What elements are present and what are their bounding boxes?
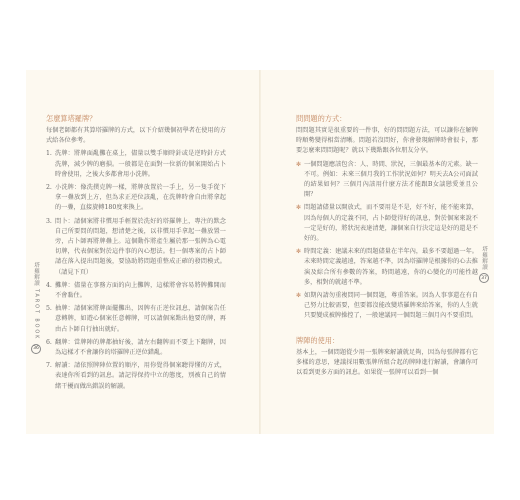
left-side-title: 塔羅解讀 <box>33 262 39 287</box>
list-item: ✻ 如期內請勿重複問同一個問題，尊重答案。因為人事事還在有自己努力比較需要，但要都沒能改變塔羅牌來給答案，你的人生就只要變成被牌操控了，一般建議同一個問題三個月內不要重問。 <box>296 292 478 320</box>
left-page-side-label <box>30 262 42 354</box>
steps-list <box>46 149 226 391</box>
left-page-number: 36 <box>31 344 41 354</box>
right-page-intro: 問問題其實是很重要的一件事，好的問問題方法，可以讓你在解牌時順勢變得相當清晰。問題若沒問好，你會發現解牌時會很卡，那要怎麼來問問題呢？就以下幾點跟各位朋友分享。 <box>296 127 478 155</box>
book-spread <box>26 70 494 434</box>
list-item: 4. 攤牌：儘量在事務方面的向上攤牌，這樣將會容易將牌攤開而不會黏住。 <box>46 281 226 300</box>
list-item: 7. 解讀：請依照牌陣位置的順序，用你覺得個案聽得懂的方式，表達你所看到的訊息。請記得保持中立的態度，別被自己的情緒干擾而做出錯誤的解讀。 <box>46 362 226 390</box>
bullet-icon: ✻ <box>296 248 302 256</box>
left-page-content <box>46 114 226 395</box>
right-page-heading: 問問題的方式： <box>296 114 347 123</box>
right-side-title: 塔羅解讀 <box>481 246 487 271</box>
right-page-side-label <box>478 246 490 283</box>
question-tips-list <box>296 160 478 322</box>
list-item: 6. 翻牌：當牌陣的牌都抽好後，請左右翻牌而不要上下翻牌，因為這樣才不會讓你的塔羅牌正逆位錯亂。 <box>46 338 226 357</box>
list-item: 2. 小洗牌：像洗撲克牌一樣，將牌放置於一手上，另一隻手從下拿一疊放到上方，但為求正逆位該亂，在洗牌時會自由將拿起的一疊，直接旋轉180度來換上。 <box>46 184 226 212</box>
spread-usage-heading: 牌陣的使用： <box>296 335 340 345</box>
left-side-title-en: TAROT BOOK <box>33 289 39 341</box>
list-item: 5. 抽牌：請個案將牌面擺攤出，因牌有正逆位訊息，請個案告任意轉牌，如遊心個案任意轉牌，可以請個案點出他要的牌，再由占卜師自行抽出就好。 <box>46 305 226 333</box>
bullet-icon: ✻ <box>296 160 302 168</box>
right-page-number: 37 <box>479 273 489 283</box>
list-item: 1. 洗牌：將牌面亂攤在桌上，儘量以雙手順時針或是逆時針方式洗牌，減少牌的磨損。一般都是在面對一位新的個案開始占卜時會使用，之後大多都會用小洗牌。 <box>46 150 226 178</box>
list-item: ✻ 一個問題應該包含：人、時間、狀況，三個最基本的元素。缺一不可。例如：未來三個月我的工作狀況如何？明天去A公司面試的結果如何？三個月內該用什麼方法才能跟B女談戀愛並且公開？ <box>296 160 478 199</box>
book-gutter <box>259 70 261 434</box>
bullet-icon: ✻ <box>296 292 302 300</box>
right-page-content <box>296 114 478 381</box>
left-page-intro: 每個老師都有其算塔羅牌的方式，以下介紹幾個初學者在使用的方式給各位參考。 <box>46 127 226 145</box>
right-page-outro: 基本上，一個問題從少用一張牌來解讀就足夠，因為每張牌都有它多樣的意思，建議採用數張牌所組合起的牌陣進行解讀，會讓你可以看到更多方面的訊息。如果從一張牌可以看到一個 <box>296 348 478 377</box>
list-item: ✻ 時間定義：建議未來的問題儘量在半年內，最多不要超過一年。未來時間定義越遠，答案越不準，因為塔羅牌是根據你的心去推演及綜合所有參數的答案，時間越遠，你的心變化的可能性越多，相對的就越不準。 <box>296 248 478 286</box>
bullet-icon: ✻ <box>296 204 302 212</box>
list-item: ✻ 問題請儘量以開放式，而不要用是不是，好不好，能不能來算，因為每個人的定義不同，占卜師覺得好的訊息，對於個案來說不一定是好的，將狀況表達清楚，讓個案自行決定這是好的還是不好的。 <box>296 204 478 243</box>
list-item: 3. 問卜：請個案將非慣用手輕置於洗好的塔羅牌上，專注的默念自己所要問的問題，想清楚之後，以非慣用手拿起一疊放置一旁，占卜師再將牌疊上。這個動作將產生屬於那一張牌為心電切牌，代表個案對於這件事的內心想法。但一個專案的占卜師請在落入提出問題後，要協助將問題重整成正確的發問模式。（請見下頁） <box>46 217 226 276</box>
left-page-heading: 怎麼算塔羅牌？ <box>46 114 97 123</box>
